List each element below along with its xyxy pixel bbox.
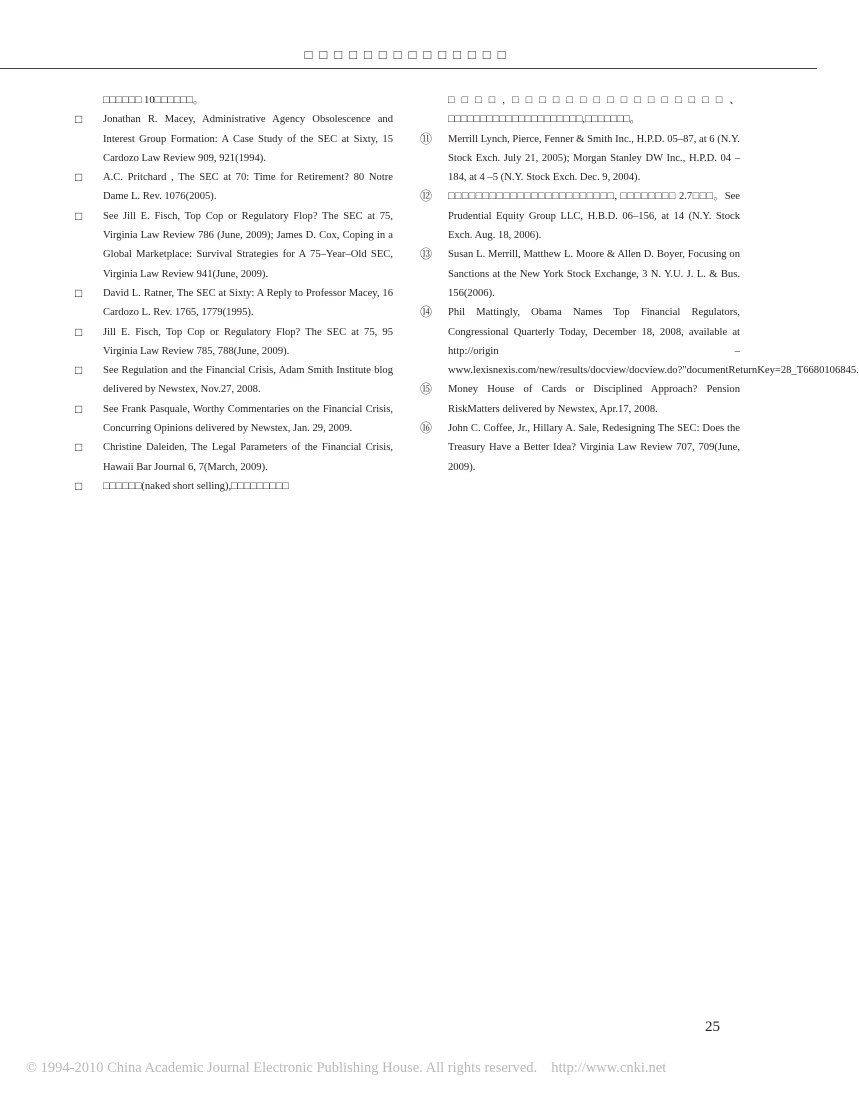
right-notes-column (420, 91, 859, 477)
footnote-number: □ (75, 401, 83, 416)
footnote (75, 400, 393, 439)
footnote (420, 187, 740, 245)
footnote-text: See Frank Pasquale, Worthy Commentaries on the Financial Crisis, Concurring Opinions delivered by Newstex, Jan. 29, 2009. (103, 403, 393, 435)
page-number: 25 (705, 1019, 720, 1035)
footnote-text: John C. Coffee, Jr., Hillary A. Sale, Redesigning The SEC: Does the Treasury Have a Better Idea? Virginia Law Review 707, 709(June, 2009). (448, 423, 740, 473)
footnote-number: □ (75, 112, 83, 127)
left-notes-column (75, 91, 393, 496)
footnote (420, 303, 859, 380)
footnote (75, 168, 393, 207)
footnote-text: Susan L. Merrill, Matthew L. Moore & Allen D. Boyer, Focusing on Sanctions at the New York Stock Exchange, 3 N. Y.U. J. L. & Bus. 156(2006). (448, 249, 740, 299)
footnote-number: □ (75, 285, 83, 300)
footnote-text: □□□□□□(naked short selling),□□□□□□□□□ (103, 480, 289, 492)
footnote-number: □ (75, 363, 83, 378)
footnote-number: □ (75, 170, 83, 185)
footnote-text: Jonathan R. Macey, Administrative Agency Obsolescence and Interest Group Formation: A Case Study of the SEC at Sixty, 15 Cardozo Law Review 909, 921(1994). (103, 114, 393, 164)
footnote (420, 130, 740, 188)
footnote (75, 91, 393, 110)
copyright-notice: © 1994-2010 China Academic Journal Electronic Publishing House. All rights reserved. (26, 1060, 538, 1076)
footnote (420, 380, 740, 419)
footer (26, 1060, 666, 1077)
footnote (75, 477, 393, 496)
footnote-text: □□□□,□□□□□□□□□□□□□□□□、□□□□□□□□□□□□□□□□□□□□□,□□□□□□□。 (448, 95, 740, 126)
footnote-text: David L. Ratner, The SEC at Sixty: A Reply to Professor Macey, 16 Cardozo L. Rev. 1765, 1779(1995). (103, 287, 393, 319)
footnote-text: See Jill E. Fisch, Top Cop or Regulatory Flop? The SEC at 75, Virginia Law Review 786 (June, 2009); James D. Cox, Coping in a Global Marketplace: Survival Strategies for A 75–Year–Old SEC, Virginia Law Review 941(June, 2009). (103, 210, 393, 280)
journal-title: □□□□□□□□□□□□□□ (304, 47, 513, 62)
footnote-number: □ (75, 478, 83, 493)
running-header (0, 0, 817, 69)
footnote (75, 323, 393, 362)
footnote-number: ⑯ (420, 421, 433, 436)
footnote-text: Money House of Cards or Disciplined Approach? Pension RiskMatters delivered by Newstex, Apr.17, 2008. (448, 384, 740, 415)
footnote (420, 419, 740, 477)
footnote-number: ⑪ (420, 131, 433, 146)
footnote-text: Phil Mattingly, Obama Names Top Financial Regulators, Congressional Quarterly Today, December 18, 2008, available at http://origin –www.lexisnexis.com/new/results/docview/docview.do?"documentReturnKey=28_T6680106845. (448, 307, 859, 377)
footnote (75, 438, 393, 477)
footnote-text: Jill E. Fisch, Top Cop or Regulatory Flop? The SEC at 75, 95 Virginia Law Review 785, 788(June, 2009). (103, 326, 393, 357)
footnote-number: □ (75, 324, 83, 339)
footnote (75, 207, 393, 284)
footnote-text: See Regulation and the Financial Crisis, Adam Smith Institute blog delivered by Newstex, Nov.27, 2008. (103, 365, 393, 396)
footnote-number: ⑭ (420, 305, 433, 320)
footnote-text: A.C. Pritchard , The SEC at 70: Time for Retirement? 80 Notre Dame L. Rev. 1076(2005). (103, 172, 393, 203)
footnote-text: □□□□□□ 10□□□□□□。 (103, 95, 204, 106)
footnote (75, 361, 393, 400)
footnote (75, 110, 393, 168)
footnote-text: Christine Daleiden, The Legal Parameters of the Financial Crisis, Hawaii Bar Journal 6, 7(March, 2009). (103, 442, 393, 473)
footnote-number: □ (75, 440, 83, 455)
footnote (420, 245, 740, 303)
footnote-number: ⑮ (420, 382, 433, 397)
footnote (75, 284, 393, 323)
footer-url-link[interactable]: http://www.cnki.net (551, 1060, 667, 1076)
footnote-number: ⑬ (420, 247, 433, 262)
footnote-number: ⑫ (420, 189, 433, 204)
footnote-text: □□□□□□□□□□□□□□□□□□□□□□□□, □□□□□□□□ 2.7□□□。See Prudential Equity Group LLC, H.B.D. 06–156, at 14 (N.Y. Stock Exch. Aug. 18, 2006). (448, 191, 740, 242)
footnote-number: □ (75, 208, 83, 223)
footnote-text: Merrill Lynch, Pierce, Fenner & Smith Inc., H.P.D. 05–87, at 6 (N.Y. Stock Exch. July 21, 2005); Morgan Stanley DW Inc., H.P.D. 04 –184, at 4 –5 (N.Y. Stock Exch. Dec. 9, 2004). (448, 133, 740, 184)
footnote (420, 91, 740, 130)
